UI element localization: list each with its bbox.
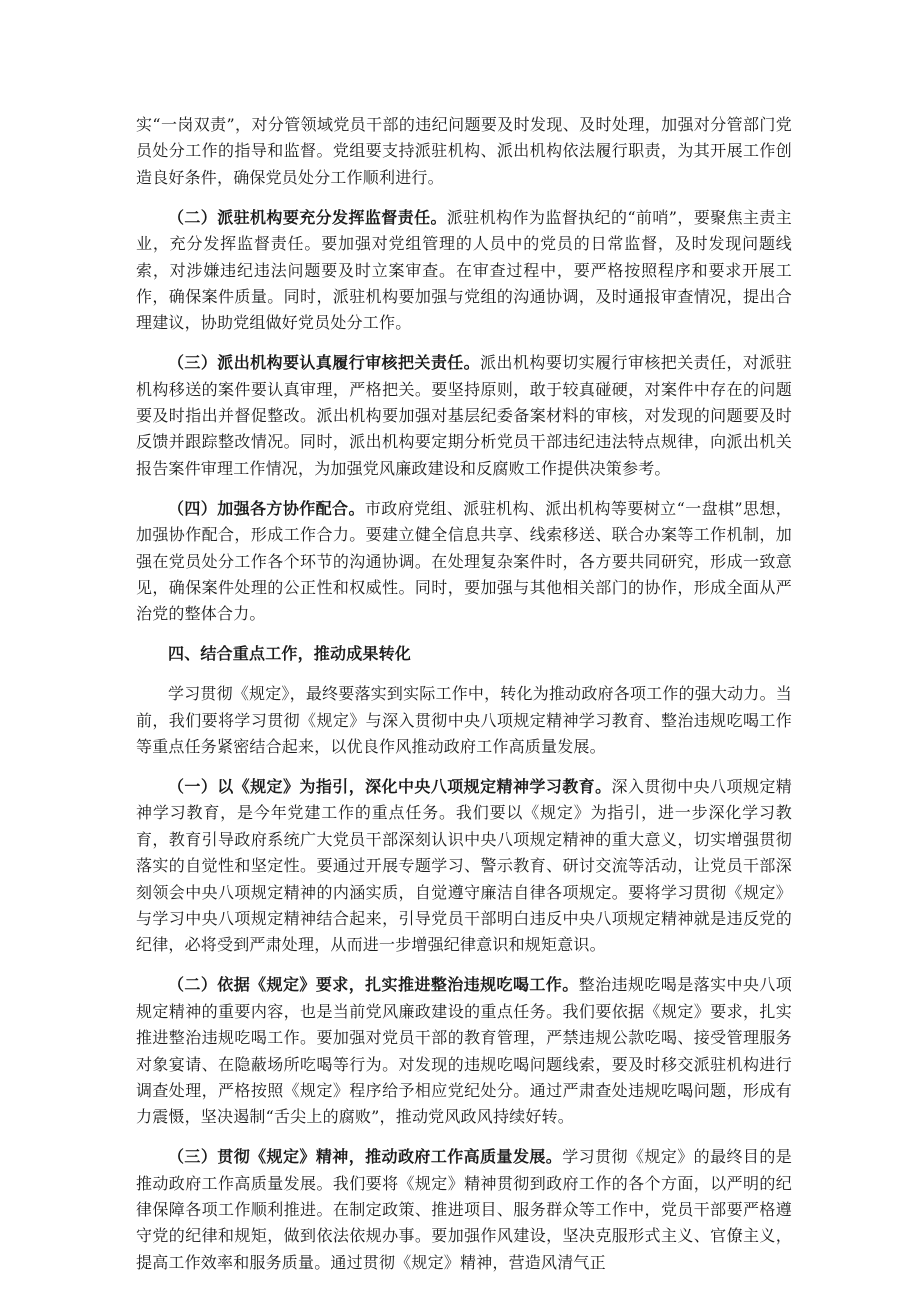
paragraph-text: 派出机构要切实履行审核把关责任，对派驻机构移送的案件要认真审理，严格把关。要坚持原则，敢于较真碰硬，对案件中存在的问题要及时指出并督促整改。派出机构要加强对基层纪委备案材料的审核，对发现的问题要及时反馈并跟踪整改情况。同时，派出机构要定期分析党员干部违纪违法特点规律，向派出机关报告案件审理工作情况，为加强党风廉政建设和反腐败工作提供决策参考。: [136, 353, 792, 478]
paragraph-supervision-duty: [136, 205, 792, 337]
paragraph-lead: （三）派出机构要认真履行审核把关责任。: [168, 353, 481, 373]
paragraph-high-quality-development: [136, 1144, 792, 1276]
paragraph-text: 学习贯彻《规定》，最终要落实到实际工作中，转化为推动政府各项工作的强大动力。当前，我们要将学习贯彻《规定》与深入贯彻中央八项规定精神学习教育、整治违规吃喝工作等重点任务紧密结合起来，以优良作风推动政府工作高质量发展。: [136, 684, 792, 757]
paragraph-cooperation: [136, 496, 792, 628]
paragraph-dining-rectification: [136, 972, 792, 1130]
paragraph-lead: （四）加强各方协作配合。: [168, 498, 365, 518]
paragraph-lead: （二）派驻机构要充分发挥监督责任。: [168, 207, 447, 227]
paragraph-continuation: [136, 112, 792, 191]
section-heading: [136, 641, 792, 667]
paragraph-lead: （二）依据《规定》要求，扎实推进整治违规吃喝工作。: [168, 975, 579, 995]
paragraph-lead: （三）贯彻《规定》精神，推动政府工作高质量发展。: [168, 1147, 563, 1167]
paragraph-review-duty: [136, 350, 792, 482]
paragraph-eight-rules-education: [136, 774, 792, 959]
paragraph-text: 市政府党组、派驻机构、派出机构等要树立“一盘棋”思想，加强协作配合，形成工作合力。要建立健全信息共享、线索移送、联合办案等工作机制，加强在党员处分工作各个环节的沟通协调。在处理复杂案件时，各方要共同研究，形成一致意见，确保案件处理的公正性和权威性。同时，要加强与其他相关部门的协作，形成全面从严治党的整体合力。: [136, 498, 792, 624]
paragraph-text: 深入贯彻中央八项规定精神学习教育，是今年党建工作的重点任务。我们要以《规定》为指引，进一步深化学习教育，教育引导政府系统广大党员干部深刻认识中央八项规定精神的重大意义，切实增强贯彻落实的自觉性和坚定性。要通过开展专题学习、警示教育、研讨交流等活动，让党员干部深刻领会中央八项规定精神的内涵实质，自觉遵守廉洁自律各项规定。要将学习贯彻《规定》与学习中央八项规定精神结合起来，引导党员干部明白违反中央八项规定精神就是违反党的纪律，必将受到严肃处理，从而进一步增强纪律意识和规矩意识。: [136, 776, 792, 955]
paragraph-text: 实“一岗双责”，对分管领域党员干部的违纪问题要及时发现、及时处理，加强对分管部门党员处分工作的指导和监督。党组要支持派驻机构、派出机构依法履行职责，为其开展工作创造良好条件，确保党员处分工作顺利进行。: [136, 115, 792, 187]
paragraph-text: 学习贯彻《规定》的最终目的是推动政府工作高质量发展。我们要将《规定》精神贯彻到政府工作的各个方面，以严明的纪律保障各项工作顺利推进。在制定政策、推进项目、服务群众等工作中，党员干部要严格遵守党的纪律和规矩，做到依法依规办事。要加强作风建设，坚决克服形式主义、官僚主义，提高工作效率和服务质量。通过贯彻《规定》精神，营造风清气正: [136, 1147, 792, 1272]
paragraph-section-intro: [136, 681, 792, 760]
paragraph-lead: （一）以《规定》为指引，深化中央八项规定精神学习教育。: [168, 776, 612, 796]
section-heading-text: 四、结合重点工作，推动成果转化: [168, 644, 412, 664]
paragraph-text: 派驻机构作为监督执纪的“前哨”，要聚焦主责主业，充分发挥监督责任。要加强对党组管理的人员中的党员的日常监督，及时发现问题线索，对涉嫌违纪违法问题要及时立案审查。在审查过程中，要严格按照程序和要求开展工作，确保案件质量。同时，派驻机构要加强与党组的沟通协调，及时通报审查情况，提出合理建议，协助党组做好党员处分工作。: [136, 207, 792, 333]
document-page: [136, 112, 792, 1290]
paragraph-text: 整治违规吃喝是落实中央八项规定精神的重要内容，也是当前党风廉政建设的重点任务。我们要依据《规定》要求，扎实推进整治违规吃喝工作。要加强对党员干部的教育管理，严禁违规公款吃喝、接受管理服务对象宴请、在隐蔽场所吃喝等行为。对发现的违规吃喝问题线索，要及时移交派驻机构进行调查处理，严格按照《规定》程序给予相应党纪处分。通过严肃查处违规吃喝问题，形成有力震慑，坚决遏制“舌尖上的腐败”，推动党风政风持续好转。: [136, 975, 792, 1127]
